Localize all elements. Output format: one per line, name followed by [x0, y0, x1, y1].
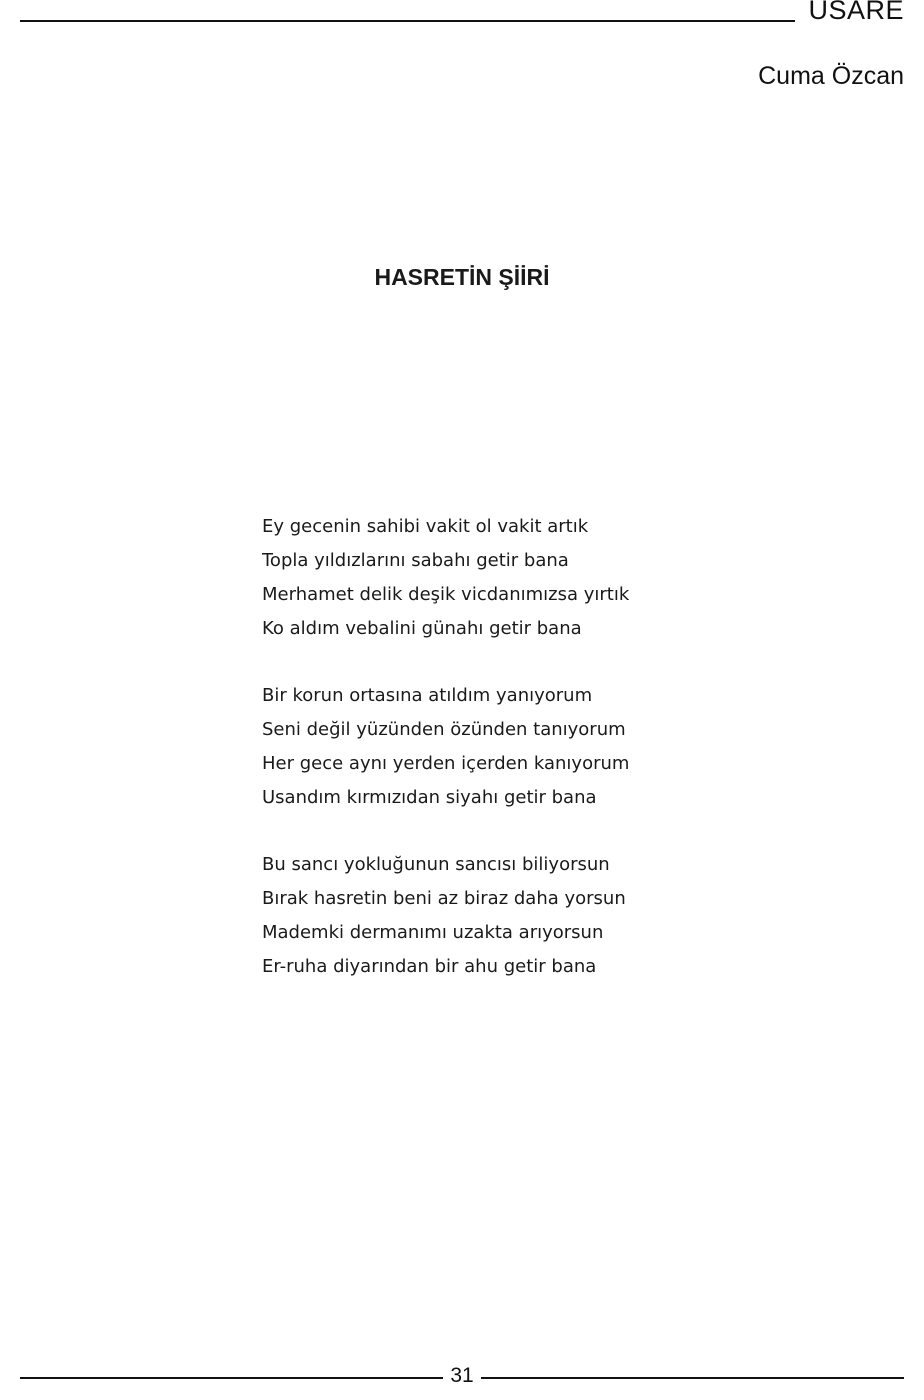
page-number: 31 [450, 1364, 474, 1387]
journal-name: USARE [808, 0, 904, 25]
poem-line: Er-ruha diyarından bir ahu getir bana [262, 956, 597, 977]
stanza-3 [262, 848, 822, 984]
poem-line: Ko aldım vebalini günahı getir bana [262, 618, 582, 639]
author-name: Cuma Özcan [758, 62, 904, 90]
footer-rule-left [20, 1377, 443, 1379]
poem-line: Bir korun ortasına atıldım yanıyorum [262, 685, 593, 706]
poem-line: Merhamet delik deşik vicdanımızsa yırtık [262, 584, 630, 605]
footer-rule-right [481, 1377, 904, 1379]
poem-line: Ey gecenin sahibi vakit ol vakit artık [262, 516, 589, 537]
poem-line: Topla yıldızlarını sabahı getir bana [262, 550, 569, 571]
poem-line: Mademki dermanımı uzakta arıyorsun [262, 922, 604, 943]
poem-body [262, 510, 822, 1017]
stanza-2 [262, 679, 822, 815]
stanza-1 [262, 510, 822, 646]
poem-line: Usandım kırmızıdan siyahı getir bana [262, 787, 597, 808]
poem-line: Bırak hasretin beni az biraz daha yorsun [262, 888, 626, 909]
poem-title: HASRETİN ŞİİRİ [374, 264, 550, 290]
poem-line: Seni değil yüzünden özünden tanıyorum [262, 719, 626, 740]
header-rule [20, 20, 795, 22]
poem-line: Her gece aynı yerden içerden kanıyorum [262, 753, 630, 774]
poem-line: Bu sancı yokluğunun sancısı biliyorsun [262, 854, 610, 875]
